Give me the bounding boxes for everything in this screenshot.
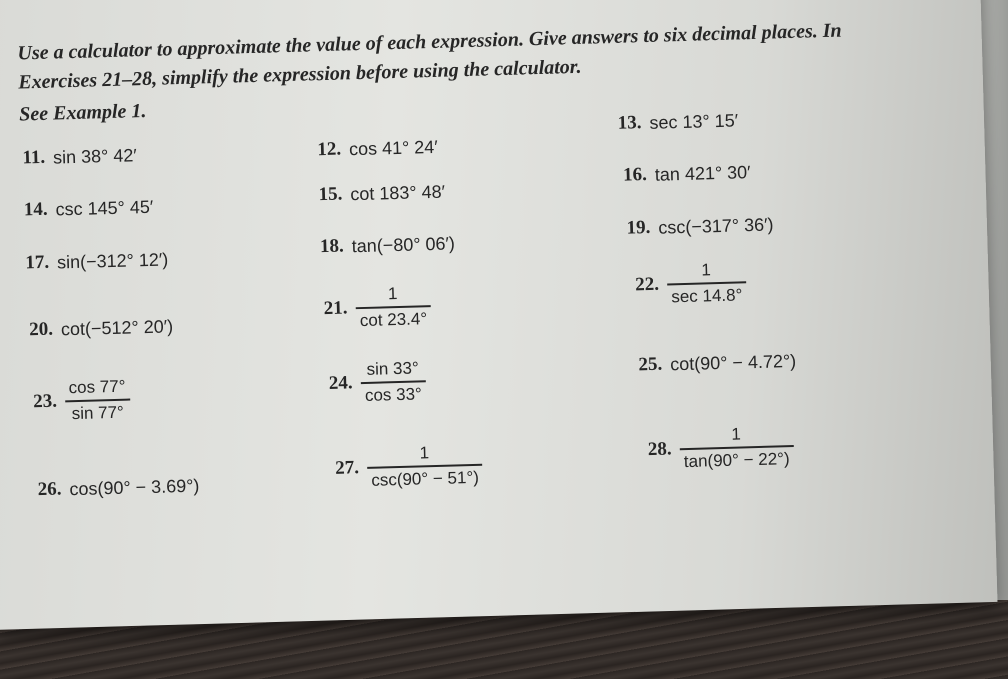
exercise-expression: csc(−317° 36′) — [658, 213, 774, 238]
exercise-18 — [320, 232, 455, 258]
fraction — [64, 377, 130, 424]
exercise-14 — [24, 196, 154, 222]
exercise-number: 12. — [317, 138, 342, 161]
exercise-16 — [623, 161, 751, 187]
numerator: 1 — [731, 424, 742, 444]
exercise-number: 11. — [22, 146, 46, 169]
exercise-17 — [25, 248, 168, 274]
fraction — [366, 442, 483, 491]
exercise-number: 14. — [23, 198, 48, 221]
exercise-25 — [638, 350, 796, 376]
exercise-expression: cos 41° 24′ — [348, 136, 438, 159]
exercise-15 — [318, 181, 445, 207]
exercise-number: 17. — [25, 251, 50, 274]
exercise-number: 25. — [638, 353, 663, 376]
exercise-number: 16. — [622, 164, 648, 186]
exercise-expression: tan(−80° 06′) — [351, 232, 456, 256]
exercise-19 — [626, 213, 773, 239]
exercise-27 — [335, 442, 484, 492]
exercise-20 — [29, 315, 173, 341]
denominator: sin 77° — [71, 402, 125, 423]
see-example: See Example 1. — [18, 99, 147, 126]
denominator: csc(90° − 51°) — [371, 467, 480, 490]
exercise-number: 13. — [617, 112, 642, 134]
exercise-expression: sin 38° 42′ — [52, 144, 137, 168]
numerator: 1 — [701, 260, 712, 280]
exercise-number: 18. — [319, 235, 345, 258]
fraction — [679, 423, 794, 472]
exercise-expression: cot(90° − 4.72°) — [669, 350, 797, 374]
denominator: sec 14.8° — [671, 284, 743, 306]
exercise-number: 21. — [323, 297, 348, 319]
exercise-number: 15. — [318, 183, 343, 206]
exercise-12 — [317, 136, 438, 161]
exercise-number: 24. — [328, 372, 353, 394]
exercise-expression: sin(−312° 12′) — [56, 248, 169, 273]
exercise-expression: csc 145° 45′ — [55, 196, 154, 220]
exercise-expression: cot 183° 48′ — [350, 181, 446, 204]
exercise-26 — [37, 475, 199, 502]
numerator: 1 — [387, 284, 398, 304]
exercise-number: 22. — [634, 273, 660, 296]
numerator: sin 33° — [366, 358, 419, 379]
exercise-24 — [328, 358, 426, 406]
numerator: 1 — [419, 443, 430, 463]
numerator: cos 77° — [68, 376, 126, 398]
fraction — [355, 283, 432, 331]
exercise-number: 26. — [37, 478, 62, 501]
exercise-23 — [33, 377, 131, 425]
fraction — [666, 259, 746, 307]
exercise-number: 28. — [647, 438, 672, 460]
exercise-13 — [617, 109, 738, 134]
exercise-expression: sec 13° 15′ — [649, 109, 739, 133]
exercise-number: 20. — [28, 318, 54, 341]
exercise-expression: tan 421° 30′ — [654, 161, 751, 185]
exercise-22 — [635, 259, 747, 308]
exercise-28 — [647, 423, 794, 473]
exercise-expression: cos(90° − 3.69°) — [69, 475, 200, 499]
denominator: tan(90° − 22°) — [683, 448, 790, 471]
denominator: cot 23.4° — [359, 308, 428, 330]
denominator: cos 33° — [364, 383, 423, 405]
exercise-number: 23. — [32, 390, 58, 412]
exercise-expression: cot(−512° 20′) — [60, 315, 174, 339]
exercise-11 — [22, 144, 137, 169]
exercise-number: 19. — [626, 216, 651, 239]
exercise-number: 27. — [334, 456, 360, 479]
instructions-text: Use a calculator to approximate the value of each expression. Give answers to six decimal places. In Exercises 21–28, simplify the expression before using the calculator. — [17, 19, 842, 94]
exercise-21 — [323, 283, 431, 331]
fraction — [360, 358, 426, 405]
